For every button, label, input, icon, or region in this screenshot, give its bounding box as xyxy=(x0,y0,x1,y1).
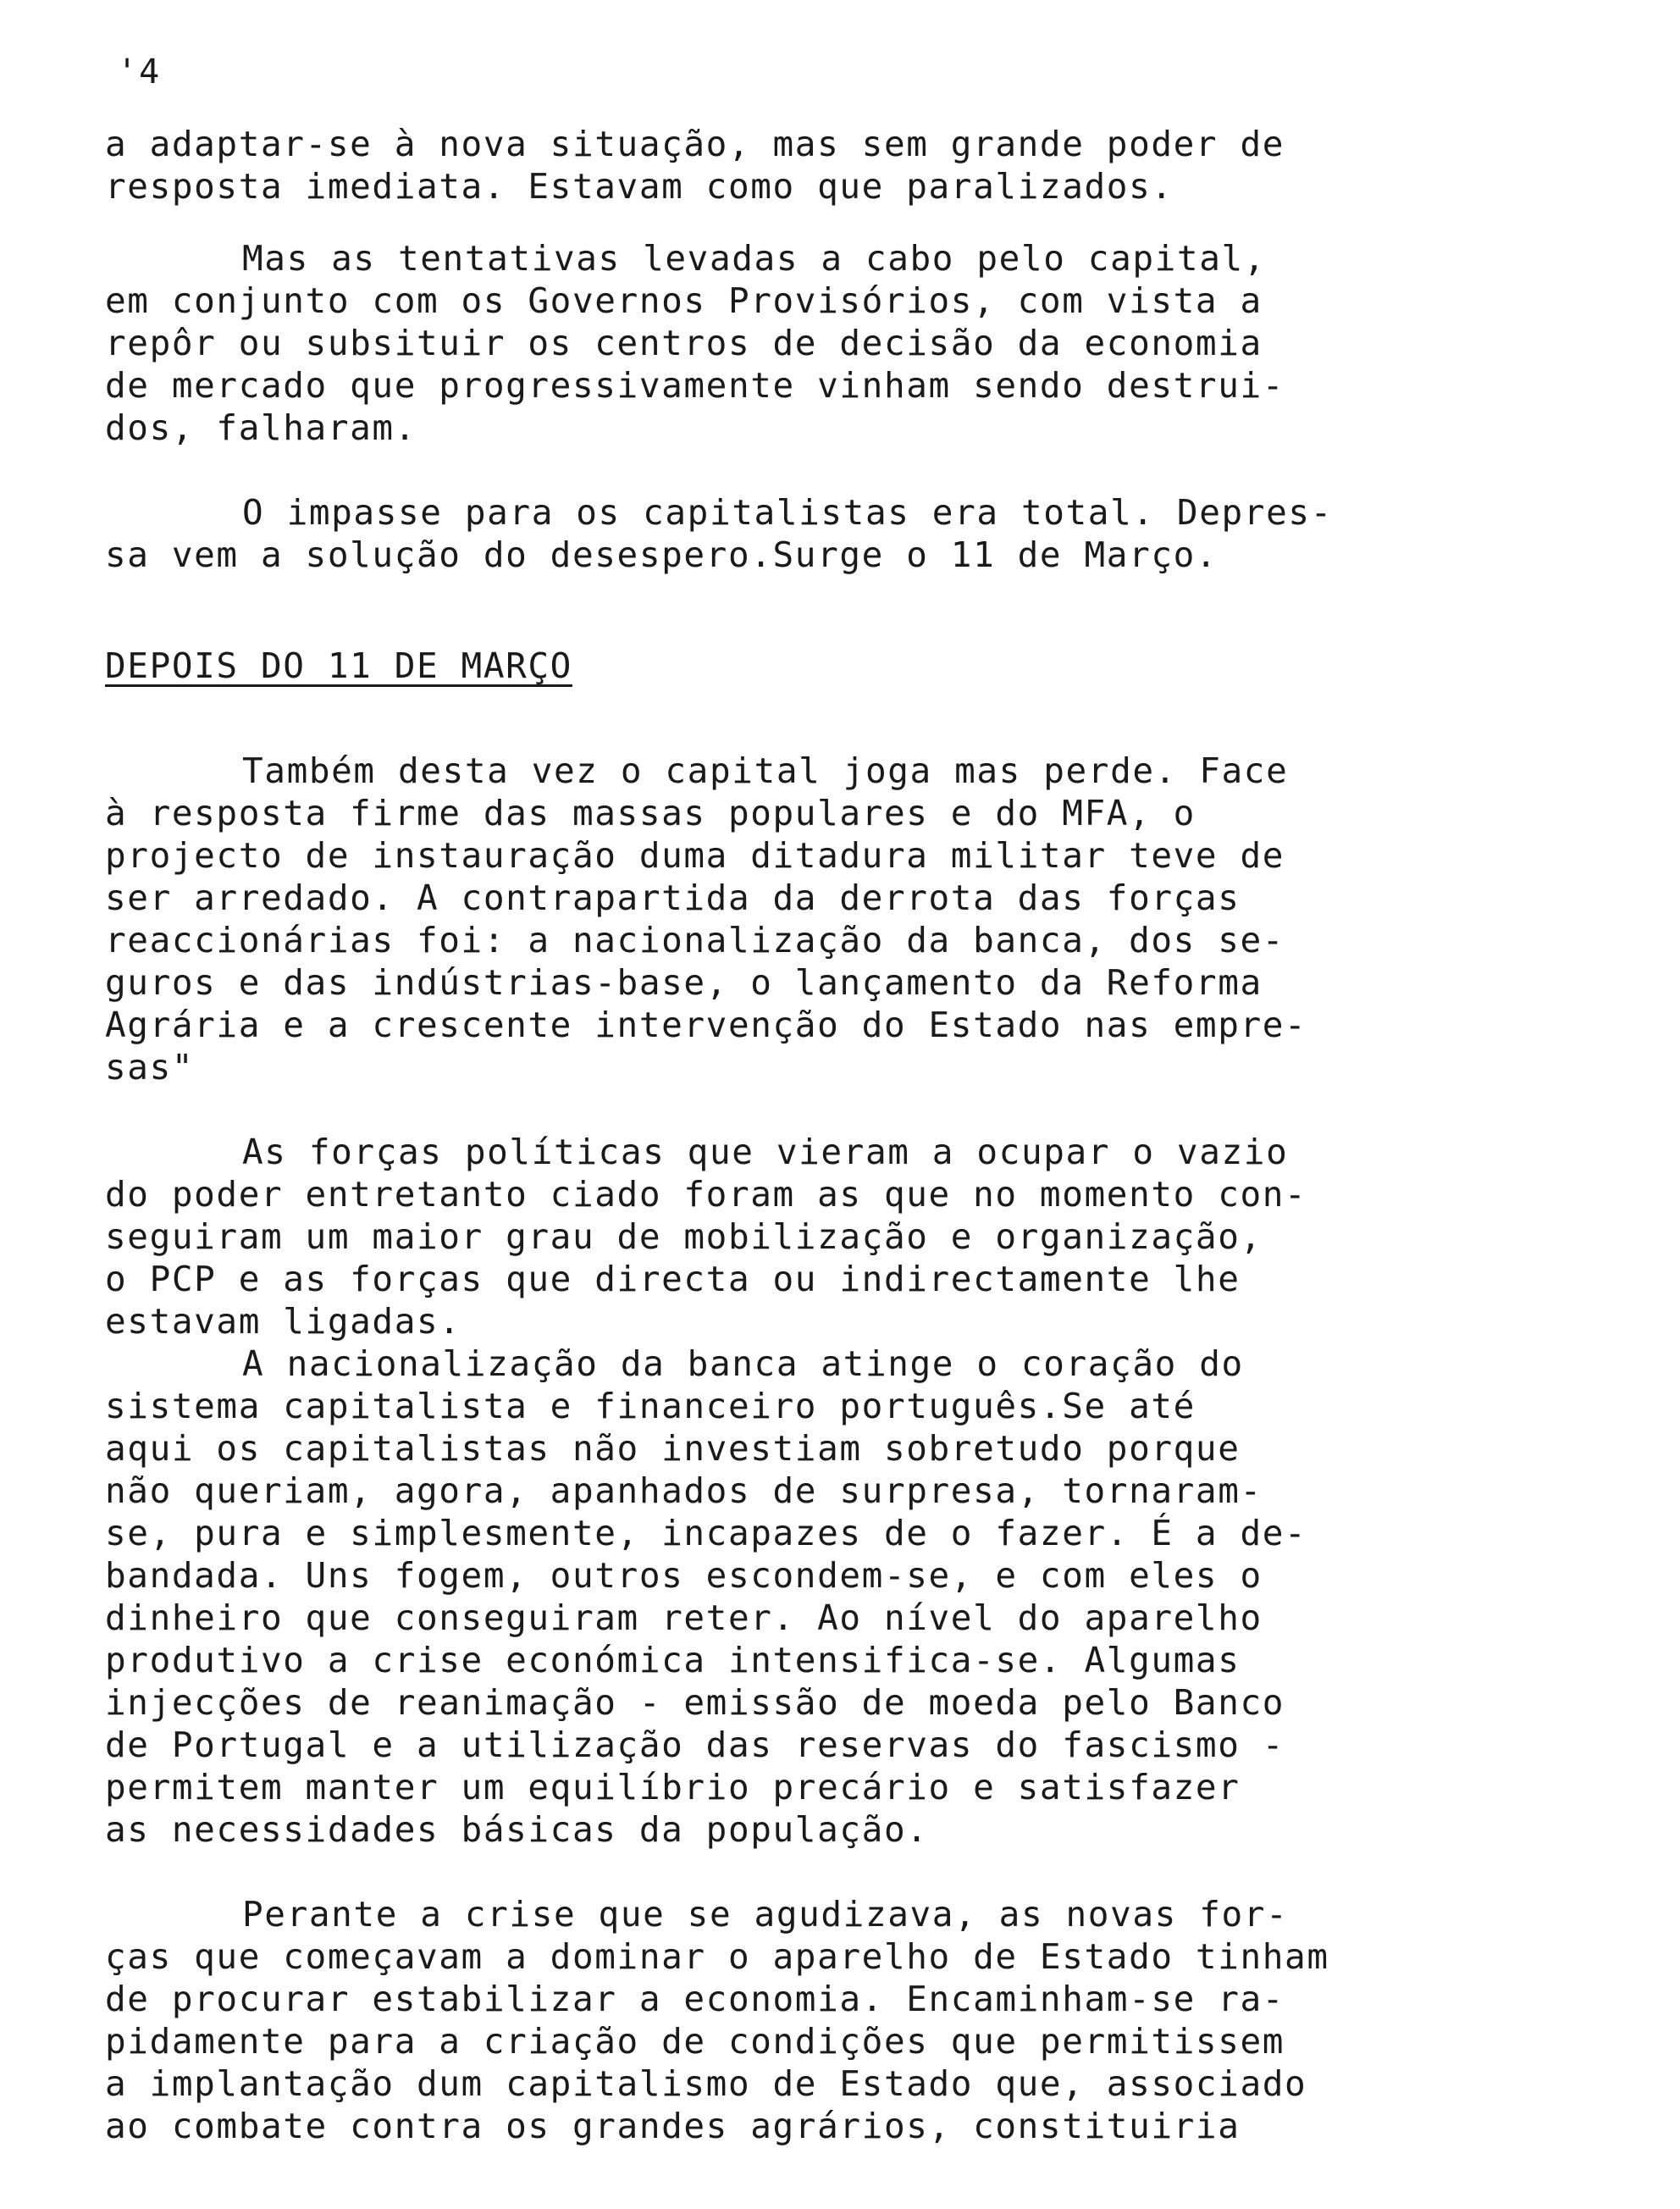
text-line: ao combate contra os grandes agrários, constituiria xyxy=(105,2106,1241,2146)
text-line: dos, falharam. xyxy=(105,407,417,448)
section-heading: DEPOIS DO 11 DE MARÇO xyxy=(105,645,572,686)
text-line: bandada. Uns fogem, outros escondem-se, e com eles o xyxy=(105,1555,1263,1596)
text-line: do poder entretanto ciado foram as que no momento con- xyxy=(105,1174,1307,1215)
text-line: sas" xyxy=(105,1047,195,1088)
text-line: pidamente para a criação de condições que permitissem xyxy=(105,2021,1285,2062)
text-line: sa vem a solução do desespero.Surge o 11 de Março. xyxy=(105,534,1219,575)
text-line: estavam ligadas. xyxy=(105,1301,461,1342)
text-line: As forças políticas que vieram a ocupar o vazio xyxy=(242,1132,1289,1172)
text-line: reaccionárias foi: a nacionalização da banca, dos se- xyxy=(105,920,1285,961)
text-line: aqui os capitalistas não investiam sobretudo porque xyxy=(105,1428,1241,1469)
text-line: resposta imediata. Estavam como que paralizados. xyxy=(105,166,1174,207)
text-line: a implantação dum capitalismo de Estado que, associado xyxy=(105,2063,1307,2104)
text-line: ças que começavam a dominar o aparelho de Estado tinham xyxy=(105,1936,1329,1977)
text-line: repôr ou subsituir os centros de decisão da economia xyxy=(105,323,1263,363)
text-line: permitem manter um equilíbrio precário e satisfazer xyxy=(105,1767,1241,1808)
text-line: não queriam, agora, apanhados de surpresa, tornaram- xyxy=(105,1470,1263,1511)
text-line: as necessidades básicas da população. xyxy=(105,1809,929,1850)
text-line: em conjunto com os Governos Provisórios, com vista a xyxy=(105,280,1263,321)
text-line: injecções de reanimação - emissão de moeda pelo Banco xyxy=(105,1682,1285,1723)
text-line: projecto de instauração duma ditadura militar teve de xyxy=(105,835,1285,876)
text-line: de Portugal e a utilização das reservas do fascismo - xyxy=(105,1725,1285,1765)
text-line: dinheiro que conseguiram reter. Ao nível do aparelho xyxy=(105,1597,1263,1638)
page-number: '4 xyxy=(117,53,162,91)
text-line: sistema capitalista e financeiro português.Se até xyxy=(105,1386,1196,1426)
text-line: à resposta firme das massas populares e do MFA, o xyxy=(105,793,1196,833)
text-line: se, pura e simplesmente, incapazes de o fazer. É a de- xyxy=(105,1513,1307,1553)
text-line: O impasse para os capitalistas era total. Depres- xyxy=(242,492,1333,533)
text-line: Também desta vez o capital joga mas perde. Face xyxy=(242,750,1289,791)
text-line: de mercado que progressivamente vinham sendo destrui- xyxy=(105,365,1285,406)
text-line: seguiram um maior grau de mobilização e organização, xyxy=(105,1216,1263,1257)
text-line: guros e das indústrias-base, o lançamento da Reforma xyxy=(105,962,1263,1003)
text-line: de procurar estabilizar a economia. Encaminham-se ra- xyxy=(105,1979,1285,2019)
text-line: o PCP e as forças que directa ou indirectamente lhe xyxy=(105,1259,1241,1299)
text-line: Perante a crise que se agudizava, as novas for- xyxy=(242,1894,1289,1935)
text-line: ser arredado. A contrapartida da derrota das forças xyxy=(105,878,1241,918)
text-line: Mas as tentativas levadas a cabo pelo capital, xyxy=(242,238,1267,279)
text-line: A nacionalização da banca atinge o coração do xyxy=(242,1343,1244,1384)
text-line: produtivo a crise económica intensifica-se. Algumas xyxy=(105,1640,1241,1680)
text-line: a adaptar-se à nova situação, mas sem grande poder de xyxy=(105,124,1285,164)
text-line: Agrária e a crescente intervenção do Estado nas empre- xyxy=(105,1005,1307,1045)
